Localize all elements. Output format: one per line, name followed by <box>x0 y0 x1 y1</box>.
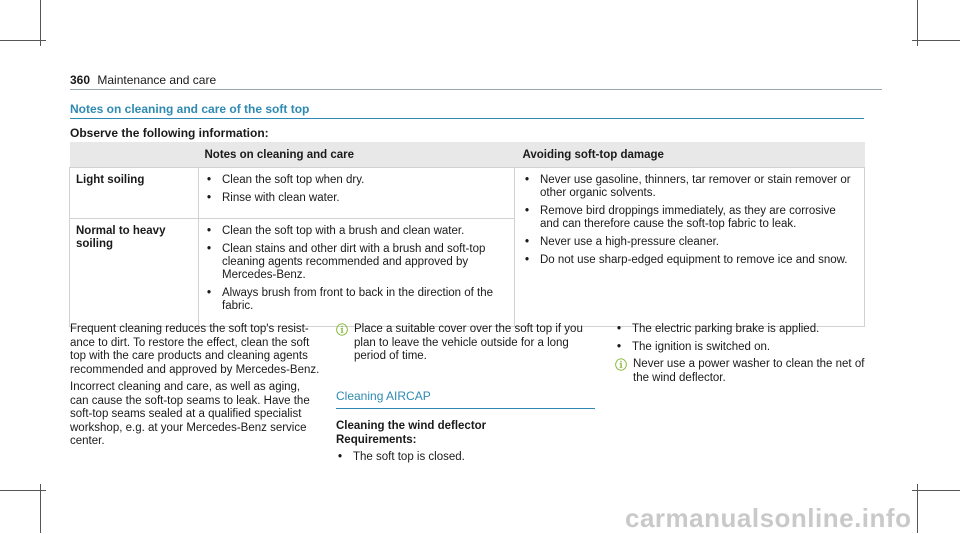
table-header-empty <box>70 142 199 168</box>
table-row <box>70 168 865 219</box>
row-label: Normal to heavy soiling <box>70 219 199 327</box>
list-item: • Never use gasoline, thinners, tar remover or stain remover or other organic solvents. <box>523 174 858 200</box>
table-header-care: Notes on cleaning and care <box>199 142 515 168</box>
list-item: • The ignition is switched on. <box>615 341 870 355</box>
paragraph: Incorrect cleaning and care, as well as aging, can cause the soft-top seams to leak. Have the soft-top seams sealed at a qualified specialist workshop, e.g. at your Mercedes-Benz service center. <box>70 381 310 447</box>
care-cell <box>199 219 515 327</box>
subsection-title: Cleaning AIRCAP <box>336 388 431 403</box>
section-divider <box>70 118 864 119</box>
section-title: Notes on cleaning and care of the soft top <box>70 102 310 116</box>
list-item: • Clean the soft top with a brush and clean water. <box>205 225 508 238</box>
avoid-cell <box>515 168 865 327</box>
info-note-icon: ⓘ <box>336 323 349 337</box>
table-header-row <box>70 142 865 168</box>
subsection-divider <box>336 408 595 409</box>
note <box>615 358 870 385</box>
text-column-2 <box>336 323 598 469</box>
chapter-title: Maintenance and care <box>97 73 217 87</box>
crop-mark <box>0 490 46 491</box>
crop-mark <box>912 40 960 41</box>
list-item: • The electric parking brake is applied. <box>615 323 870 337</box>
list-item: • Never use a high-pressure cleaner. <box>523 236 858 249</box>
requirements-list <box>615 323 870 354</box>
requirements-list <box>336 451 598 465</box>
text-column-3 <box>615 323 870 385</box>
page-header <box>70 73 216 87</box>
info-note-icon: ⓘ <box>615 358 628 372</box>
list-item: • The soft top is closed. <box>336 451 598 465</box>
crop-mark <box>917 484 918 533</box>
list-item: • Always brush from front to back in the direction of the fabric. <box>205 287 508 313</box>
list-item: • Clean the soft top when dry. <box>205 174 508 187</box>
list-item: • Do not use sharp-edged equipment to remove ice and snow. <box>523 254 858 267</box>
crop-mark <box>40 484 41 533</box>
care-cell <box>199 168 515 219</box>
note-text: Place a suitable cover over the soft top if you plan to leave the vehicle outside for a long period of time. <box>354 323 583 362</box>
header-divider <box>70 89 882 90</box>
text-column-1 <box>70 323 320 453</box>
list-item: • Rinse with clean water. <box>205 192 508 205</box>
requirements-label: Requirements: <box>336 433 417 446</box>
row-label: Light soiling <box>70 168 199 219</box>
note <box>336 323 598 364</box>
list-item: • Clean stains and other dirt with a brush and soft-top cleaning agents recommended and approved by Mercedes-Benz. <box>205 243 508 282</box>
crop-mark <box>0 40 46 41</box>
note-text: Never use a power washer to clean the net of the wind deflector. <box>633 358 865 384</box>
section-intro: Observe the following information: <box>70 126 269 140</box>
list-item: • Remove bird droppings immediately, as they are corrosive and can therefore cause the soft-top fabric to leak. <box>523 205 858 231</box>
paragraph: Frequent cleaning reduces the soft top's resist-ance to dirt. To restore the effect, clean the soft top with the care products and cleaning agents recommended and approved by Mercedes-Benz. <box>70 323 320 376</box>
table-header-avoid: Avoiding soft-top damage <box>515 142 865 168</box>
care-table <box>69 142 865 327</box>
crop-mark <box>912 490 960 491</box>
page-number: 360 <box>70 73 91 87</box>
procedure-title: Cleaning the wind deflector <box>336 420 487 432</box>
watermark: carmanualsonline.info <box>625 503 912 533</box>
